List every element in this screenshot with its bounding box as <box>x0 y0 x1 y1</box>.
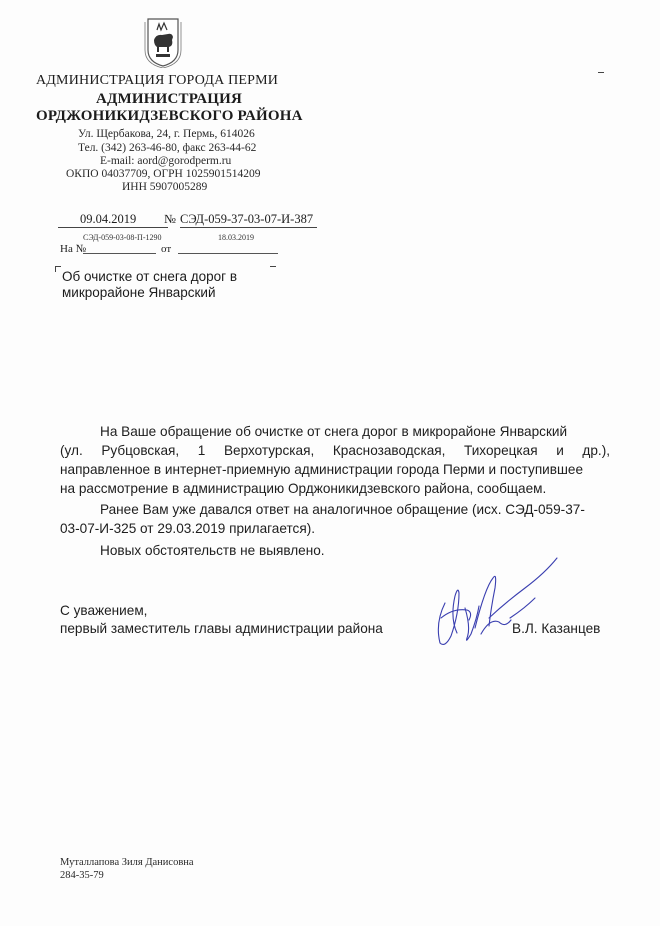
subject-line-2: микрорайоне Январский <box>62 285 216 300</box>
ref-prefix: На № <box>60 243 87 255</box>
org-inn: ИНН 5907005289 <box>122 181 208 193</box>
org-email: E-mail: aord@gorodperm.ru <box>100 155 232 167</box>
subject-corner-left <box>55 266 61 272</box>
body-p1-line4: на рассмотрение в администрацию Орджоникидзевского района, сообщаем. <box>60 481 547 496</box>
body-p2-line1: Ранее Вам уже давался ответ на аналогичное обращение (исх. СЭД-059-37- <box>100 502 585 517</box>
subject-line-1: Об очистке от снега дорог в <box>62 269 238 284</box>
closing-regards: С уважением, <box>60 603 148 618</box>
executor-name: Муталлапова Зиля Данисовна <box>60 857 194 868</box>
closing-position: первый заместитель главы администрации района <box>60 621 383 636</box>
body-p1-line3: направленное в интернет-приемную администрации города Перми и поступившее <box>60 462 584 477</box>
subject-corner-right <box>270 266 276 272</box>
org-district: ОРДЖОНИКИДЗЕВСКОГО РАЙОНА <box>36 108 303 124</box>
executor-phone: 284-35-79 <box>60 870 104 881</box>
org-address: Ул. Щербакова, 24, г. Пермь, 614026 <box>78 128 255 140</box>
body-p3: Новых обстоятельств не выявлено. <box>100 543 325 558</box>
org-title: АДМИНИСТРАЦИЯ <box>96 91 242 107</box>
corner-mark-right <box>598 72 604 78</box>
handwritten-signature <box>415 548 565 658</box>
coat-of-arms-icon <box>142 16 184 68</box>
org-okpo: ОКПО 04037709, ОГРН 1025901514209 <box>66 168 261 180</box>
reg-date: 09.04.2019 <box>80 212 137 226</box>
reg-number-sign: № <box>164 212 176 226</box>
reg-date-field <box>58 212 168 228</box>
ref-date: 18.03.2019 <box>218 233 254 242</box>
ref-number: СЭД-059-03-08-П-1290 <box>83 233 162 242</box>
body-p1-line2: (ул. Рубцовская, 1 Верхотурская, Краснозаводская, Тихорецкая и др.), <box>60 443 610 458</box>
closing-signatory: В.Л. Казанцев <box>512 621 601 636</box>
body-p1-line1: На Ваше обращение об очистке от снега дорог в микрорайоне Январский <box>100 424 568 439</box>
reg-number: СЭД-059-37-03-07-И-387 <box>180 212 317 228</box>
ref-number-line <box>83 253 156 254</box>
ref-date-line <box>178 253 278 254</box>
body-p2-line2: 03-07-И-325 от 29.03.2019 прилагается). <box>60 521 315 536</box>
org-city-name: АДМИНИСТРАЦИЯ ГОРОДА ПЕРМИ <box>36 73 279 88</box>
org-phone: Тел. (342) 263-46-80, факс 263-44-62 <box>78 142 257 154</box>
ref-from-label: от <box>161 243 172 255</box>
